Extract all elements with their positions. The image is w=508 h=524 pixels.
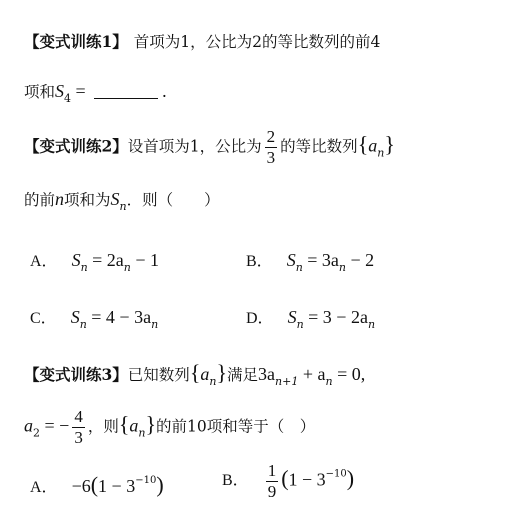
left-paren: (: [281, 465, 289, 491]
fraction-numerator: 1: [267, 461, 277, 480]
exercise-3-text: 已知数列: [127, 366, 190, 384]
period: .: [162, 81, 167, 101]
exercise-3-label: 【变式训练3】: [24, 365, 128, 384]
exercise-1-text: 首项为1，公比为2的等比数列的前4: [133, 33, 381, 51]
sum-subscript: n: [119, 200, 127, 213]
left-paren: (: [90, 472, 99, 497]
exercise-3-text-2: 满足: [227, 366, 259, 384]
option-tail: − 2: [346, 250, 375, 270]
fraction-numerator: 2: [266, 127, 276, 146]
option-expression: 1 − 3: [288, 469, 326, 490]
option-exponent: −10: [325, 468, 347, 480]
sequence-variable: a: [129, 415, 139, 436]
condition-equals: = 0,: [332, 364, 366, 384]
option-a[interactable]: [30, 248, 159, 274]
option-label: D．: [246, 310, 274, 327]
exercise-2-text-3: 的前: [24, 191, 56, 209]
fraction-denominator: 9: [267, 481, 277, 501]
sequence-variable: a: [368, 135, 378, 156]
fraction-denominator: 3: [74, 427, 83, 447]
exercise-2-text: 设首项为1，公比为: [127, 137, 262, 156]
exercise-2-label: 【变式训练2】: [24, 136, 128, 156]
option-subscript: n: [123, 261, 131, 274]
option-3b[interactable]: [222, 462, 354, 501]
condition-term-1: 3a: [258, 364, 276, 384]
option-label: B．: [246, 253, 273, 270]
option-expression: = 3 − 2a: [303, 307, 368, 327]
option-subscript: n: [151, 318, 159, 331]
exercise-3-line-2: [24, 408, 315, 447]
sequence-subscript: n: [138, 426, 146, 440]
a2-equals: = −: [40, 415, 70, 436]
option-expression: = 3a: [302, 250, 339, 270]
sum-subscript: n: [295, 261, 303, 274]
condition-term-2: + a: [298, 364, 326, 384]
sum-subscript: 4: [64, 92, 72, 105]
sum-symbol: S: [70, 307, 80, 327]
exercise-2-line-2: [24, 190, 220, 212]
option-3a[interactable]: [30, 472, 164, 498]
equals-sign: =: [71, 81, 91, 101]
right-brace: }: [216, 360, 228, 385]
exercise-1-label: 【变式训练1】: [24, 32, 128, 51]
option-b[interactable]: [246, 248, 374, 274]
exercise-1-line-2: [24, 82, 167, 104]
sum-symbol: S: [110, 189, 120, 209]
sum-subscript: n: [80, 261, 88, 274]
option-d[interactable]: [246, 305, 375, 331]
sum-symbol: S: [55, 81, 65, 101]
n-variable: n: [55, 189, 65, 209]
option-expression: = 4 − 3a: [86, 307, 152, 327]
option-c[interactable]: [30, 305, 158, 331]
option-tail: − 1: [130, 250, 160, 270]
a2-subscript: 2: [33, 426, 40, 440]
exercise-2-text-5: ．则（ ）: [126, 191, 220, 209]
right-paren: ): [346, 465, 355, 491]
option-label: B．: [222, 472, 249, 490]
a2-fraction: [72, 408, 85, 447]
sequence-subscript: n: [209, 375, 217, 388]
condition-subscript-1: n+1: [275, 375, 299, 388]
sequence-variable: a: [200, 364, 210, 384]
a2-variable: a: [24, 415, 33, 436]
fraction-denominator: 3: [266, 147, 276, 167]
left-brace: {: [189, 360, 201, 385]
option-expression: 1 − 3: [98, 476, 136, 496]
option-subscript: n: [367, 318, 376, 331]
exercise-3-text-3: ，则: [87, 417, 119, 436]
sum-symbol: S: [286, 250, 296, 270]
exercise-3-text-4: 的前10项和等于（ ）: [156, 417, 316, 436]
option-label: C．: [30, 310, 57, 327]
answer-blank[interactable]: [94, 98, 158, 99]
option-label: A．: [30, 479, 58, 496]
exercise-1-text-2: 项和: [24, 83, 56, 101]
sum-subscript: n: [296, 318, 304, 331]
exercise-2-text-4: 项和为: [64, 191, 111, 209]
fraction-numerator: 4: [74, 407, 83, 426]
condition-subscript-2: n: [325, 375, 333, 388]
option-exponent: −10: [135, 475, 157, 486]
option-expression: = 2a: [87, 250, 124, 270]
left-brace: {: [118, 411, 130, 437]
option-fraction: [266, 462, 279, 501]
exercise-2-line-1: [24, 128, 395, 167]
exercise-1-line-1: [24, 34, 380, 51]
left-brace: {: [357, 131, 369, 157]
right-paren: ): [156, 472, 164, 497]
option-label: A．: [30, 253, 58, 270]
sum-symbol: S: [71, 250, 81, 270]
exercise-3-line-1: [24, 362, 365, 387]
sum-symbol: S: [287, 307, 297, 327]
right-brace: }: [384, 131, 395, 157]
exercise-2-text-2: 的等比数列: [280, 137, 358, 156]
sequence-subscript: n: [377, 146, 385, 160]
option-coefficient: −6: [71, 476, 91, 496]
ratio-fraction: [265, 128, 278, 167]
sum-subscript: n: [79, 318, 87, 331]
right-brace: }: [145, 411, 157, 437]
option-subscript: n: [338, 261, 347, 274]
